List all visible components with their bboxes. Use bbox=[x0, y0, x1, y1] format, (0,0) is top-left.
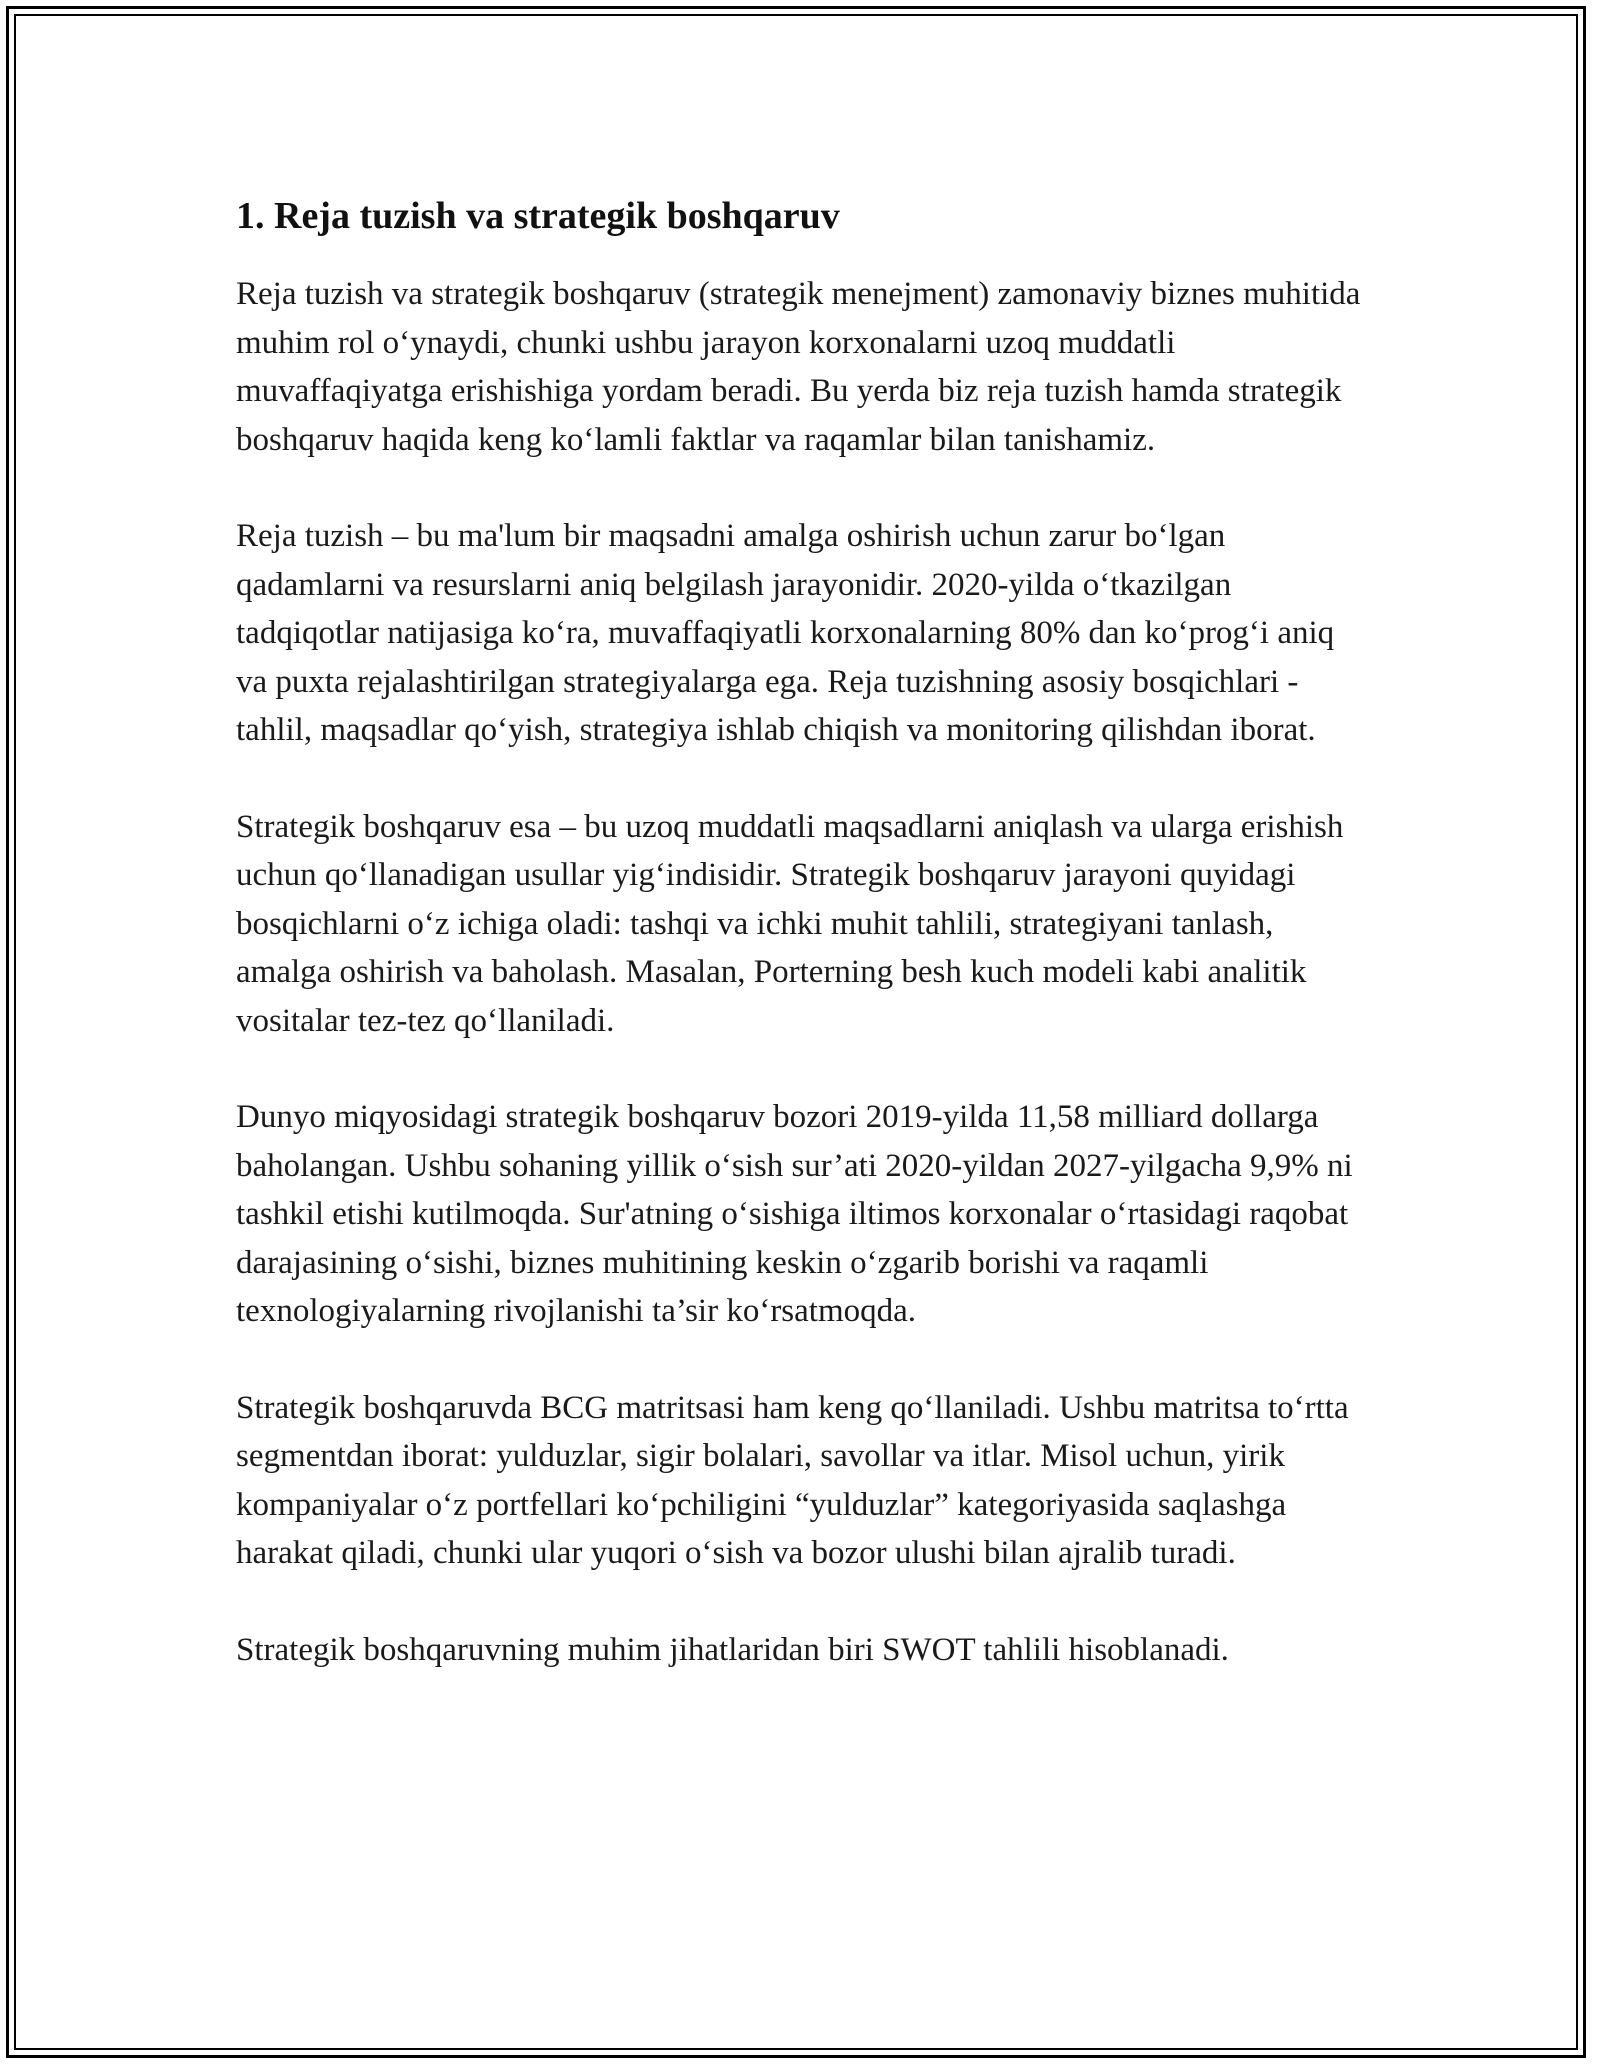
paragraph-planning: Reja tuzish – bu ma'lum bir maqsadni amalga oshirish uchun zarur bo‘lgan qadamlarni va resurslarni aniq belgilash jarayonidir. 2020-yilda o‘tkazilgan tadqiqotlar natijasiga ko‘ra, muvaffaqiyatli korxonalarning 80% dan ko‘prog‘i aniq va puxta rejalashtirilgan strategiyalarga ega. Reja tuzishning asosiy bosqichlari - tahlil, maqsadlar qo‘yish, strategiya ishlab chiqish va monitoring qilishdan iborat. bbox=[236, 518, 1335, 748]
paragraph-bcg-matrix: Strategik boshqaruvda BCG matritsasi ham keng qo‘llaniladi. Ushbu matritsa to‘rtta segmentdan iborat: yulduzlar, sigir bolalari, savollar va itlar. Misol uchun, yirik kompaniyalar o‘z portfellari ko‘pchiligini “yulduzlar” kategoriyasida saqlashga harakat qiladi, chunki ular yuqori o‘sish va bozor ulushi bilan ajralib turadi. bbox=[236, 1389, 1349, 1571]
paragraph-swot: Strategik boshqaruvning muhim jihatlaridan biri SWOT tahlili hisoblanadi. bbox=[236, 1631, 1229, 1668]
document-body bbox=[236, 188, 1366, 1722]
paragraph-intro: Reja tuzish va strategik boshqaruv (strategik menejment) zamonaviy biznes muhitida muhim rol o‘ynaydi, chunki ushbu jarayon korxonalarni uzoq muddatli muvaffaqiyatga erishishiga yordam beradi. Bu yerda biz reja tuzish hamda strategik boshqaruv haqida keng ko‘lamli faktlar va raqamlar bilan tanishamiz. bbox=[236, 276, 1361, 458]
section-heading: 1. Reja tuzish va strategik boshqaruv bbox=[236, 195, 840, 237]
paragraph-strategic-management: Strategik boshqaruv esa – bu uzoq muddatli maqsadlarni aniqlash va ularga erishish uchun qo‘llanadigan usullar yig‘indisidir. Strategik boshqaruv jarayoni quyidagi bosqichlarni o‘z ichiga oladi: tashqi va ichki muhit tahlili, strategiyani tanlash, amalga oshirish va baholash. Masalan, Porterning besh kuch modeli kabi analitik vositalar tez-tez qo‘llaniladi. bbox=[236, 808, 1344, 1039]
paragraph-market-size: Dunyo miqyosidagi strategik boshqaruv bozori 2019-yilda 11,58 milliard dollarga baholangan. Ushbu sohaning yillik o‘sish sur’ati 2020-yildan 2027-yilgacha 9,9% ni tashkil etishi kutilmoqda. Sur'atning o‘sishiga iltimos korxonalar o‘rtasidagi raqobat darajasining o‘sishi, biznes muhitining keskin o‘zgarib borishi va raqamli texnologiyalarning rivojlanishi ta’sir ko‘rsatmoqda. bbox=[236, 1099, 1353, 1329]
